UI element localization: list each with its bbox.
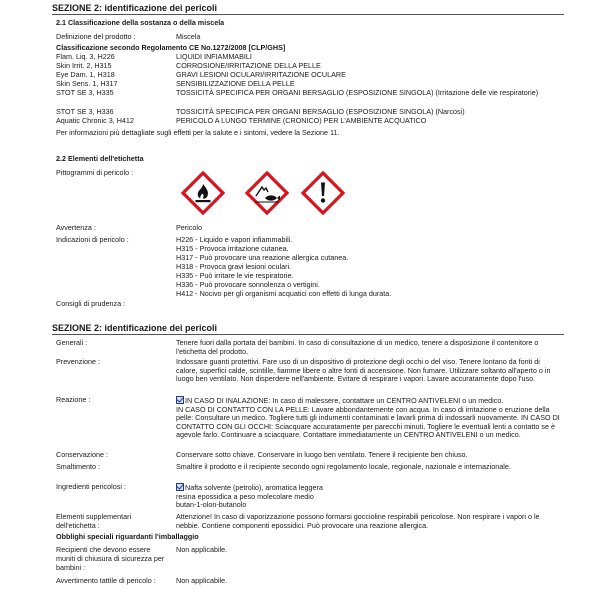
child-closure-value: Non applicabile. [176,545,228,554]
child-closure-label-line1: Recipienti che devono essere [56,545,151,554]
hazard-statement: H226 - Liquido e vapori infiammabili. [176,235,293,244]
classification-code: Flam. Liq. 3, H226 [56,52,115,61]
section-rule-1 [52,14,564,15]
more-info-note: Per informazioni più dettagliate sugli effetti per la salute e i sintomi, vedere la Sezione 11. [56,128,340,137]
section-title-2: SEZIONE 2: identificazione dei pericoli [52,323,218,333]
classification-desc: SENSIBILIZZAZIONE DELLA PELLE [176,79,295,88]
hazard-statements-label: Indicazioni di pericolo : [56,235,129,244]
exclamation-pictogram-icon [301,171,345,215]
classification-desc: TOSSICITÀ SPECIFICA PER ORGANI BERSAGLIO (ESPOSIZIONE SINGOLA) (Narcosi) [176,107,465,116]
classification-desc: PERICOLO A LUNGO TERMINE (CRONICO) PER L'AMBIENTE ACQUATICO [176,116,427,125]
hazardous-ingredients-list [176,483,561,510]
response-label: Reazione : [56,395,91,404]
classification-code: STOT SE 3, H335 [56,88,114,97]
definition-value: Miscela [176,32,201,41]
storage-label: Conservazione : [56,450,108,459]
clp-heading: Classificazione secondo Regolamento CE No.1272/2008 [CLP/GHS] [56,43,286,52]
flame-pictogram-icon [181,171,225,215]
response-rest: IN CASO DI CONTATTO CON LA PELLE: Lavare abbondantemente con acqua. In caso di irritazione o eruzione della pelle: Consultare un medico. Togliere tutti gli indumenti contaminati e lavarli prima di indossarli nuovamente. IN CASO DI CONTATTO CON GLI OCCHI: Sciacquare accuratamente per parecchi minuti. Togliere le eventuali lenti a contatto se è agevole farlo. Continuare a sciacquare. Contattare immediatamente un CENTRO ANTIVELENI o un medico. [176,404,560,440]
hazard-statement: H412 - Nocivo per gli organismi acquatici con effetti di lunga durata. [176,289,392,298]
ingredient-item: butan-1-olon-butanolo [176,500,247,510]
hazard-statement: H335 - Può irritare le vie respiratorie. [176,271,294,280]
hazardous-ingredients-label: Ingredienti pericolosi : [56,482,126,491]
prevention-value: Indossare guanti protettivi. Fare uso di un dispositivo di protezione degli occhi o del viso. Tenere lontano da fonti di calore, superfici calde, scintille, fiamme libere o altre fonti di accensione. Non fumare. Utilizzare soltanto all'aperto o in luogo ben ventilato. Non disperdere nell'ambiente. Evitare di respirare i vapori. Lavare accuratamente dopo l'uso. [176,357,551,384]
tactile-warning-label: Avvertimento tattile di pericolo : [56,576,156,585]
child-closure-label-line2: muniti di chiusura di sicurezza per [56,554,165,563]
environment-pictogram-icon [245,171,289,215]
supplementary-label-line2: dell'etichetta : [56,521,100,530]
pictograms-label: Pittogrammi di pericolo : [56,168,134,177]
classification-desc: TOSSICITÀ SPECIFICA PER ORGANI BERSAGLIO (ESPOSIZIONE SINGOLA) (Irritazione delle vie respiratorie) [176,88,539,97]
hazard-statement: H318 - Provoca gravi lesioni oculari. [176,262,292,271]
prevention-label: Prevenzione : [56,357,100,366]
hazard-statement: H336 - Può provocare sonnolenza o vertigini. [176,280,320,289]
checkbox-icon [176,483,184,491]
packaging-heading: Obblighi speciali riguardanti l'imballaggio [56,532,199,541]
hazard-statement: H315 - Provoca irritazione cutanea. [176,244,289,253]
disposal-value: Smaltire il prodotto e il recipiente secondo ogni regolamento locale, regionale, nazionale e internazionale. [176,462,511,471]
classification-code: Skin Sens. 1, H317 [56,79,118,88]
disposal-label: Smaltimento : [56,462,100,471]
section-rule-2 [52,334,564,335]
supplementary-value: Attenzione! In caso di vaporizzazione possono formarsi goccioline respirabili pericolose. Non respirare i vapori o le nebbie. Contiene componenti epossidici. Può provocare una reazione allergica. [176,512,540,530]
hazard-statement: H317 - Può provocare una reazione allergica cutanea. [176,253,349,262]
checkbox-icon [176,396,184,404]
general-value: Tenere fuori dalla portata dei bambini. In caso di consultazione di un medico, tenere a disposizione il contenitore o l'etichetta del prodotto. [176,338,539,356]
precautionary-label: Consigli di prudenza : [56,299,126,308]
storage-value: Conservare sotto chiave. Conservare in luogo ben ventilato. Tenere il recipiente ben chiuso. [176,450,468,459]
child-closure-label-line3: bambini : [56,563,86,572]
classification-code: Aquatic Chronic 3, H412 [56,116,134,125]
ingredient-item: resina epossidica a peso molecolare medio [176,491,314,501]
classification-code: Skin Irrit. 2, H315 [56,61,112,70]
classification-desc: LIQUIDI INFIAMMABILI [176,52,252,61]
classification-code: STOT SE 3, H336 [56,107,114,116]
section-title-1: SEZIONE 2: identificazione dei pericoli [52,3,218,13]
warning-label: Avvertenza : [56,223,96,232]
definition-label: Definizione del prodotto : [56,32,136,41]
general-label: Generali : [56,338,88,347]
supplementary-label-line1: Elementi supplementari [56,512,132,521]
classification-desc: GRAVI LESIONI OCULARI/IRRITAZIONE OCULARE [176,70,346,79]
classification-code: Eye Dam. 1, H318 [56,70,115,79]
response-first-line: IN CASO DI INALAZIONE: In caso di malessere, contattare un CENTRO ANTIVELENI o un medico. [185,396,504,405]
response-value [176,396,561,440]
tactile-warning-value: Non applicabile. [176,576,228,585]
warning-value: Pericolo [176,223,202,232]
classification-desc: CORROSIONE/IRRITAZIONE DELLA PELLE [176,61,321,70]
ingredient-item: Nafta solvente (petrolio), aromatica leggera [185,483,323,492]
subsection-2-1: 2.1 Classificazione della sostanza o della miscela [56,18,225,27]
subsection-2-2: 2.2 Elementi dell'etichetta [56,154,144,163]
